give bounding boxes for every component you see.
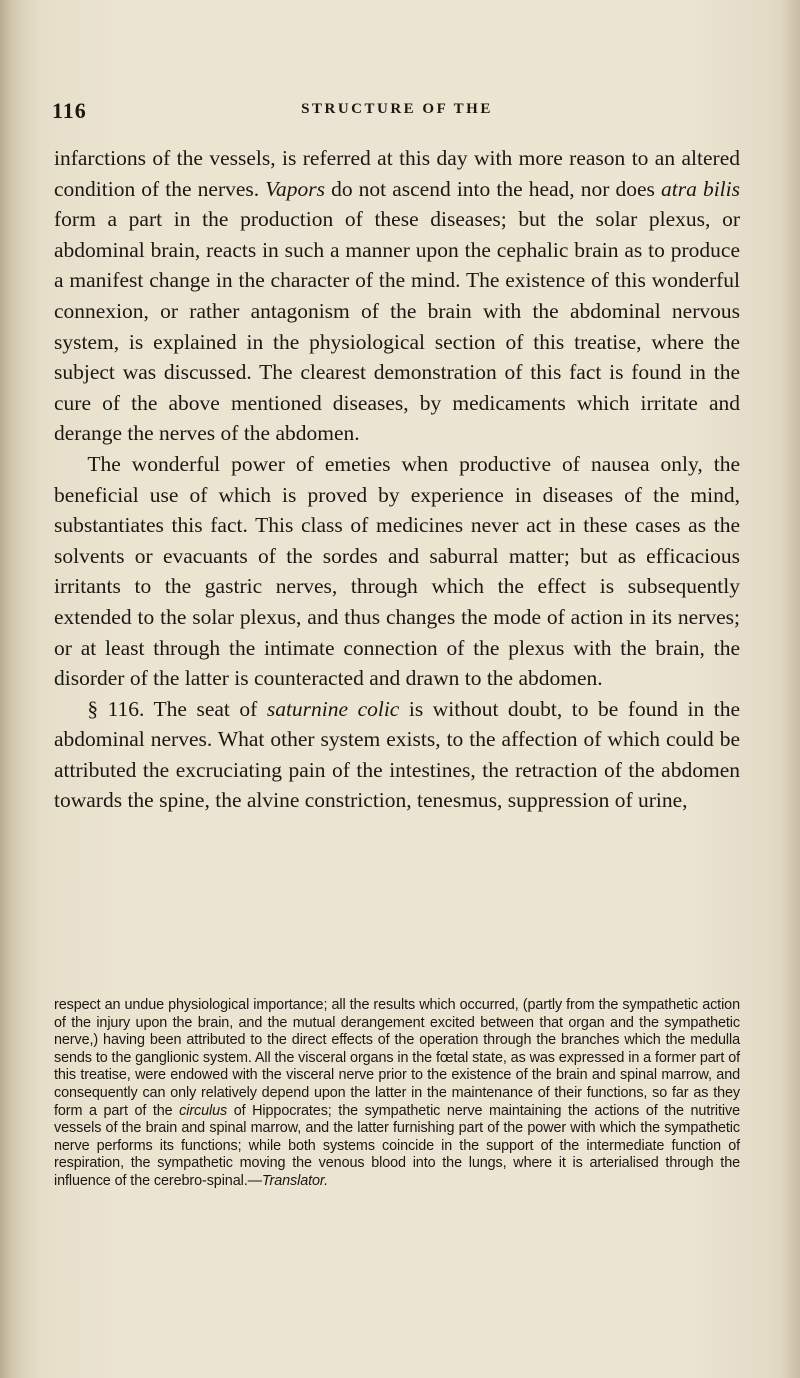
italic-term: Vapors [265, 176, 325, 201]
translator-credit: Translator. [261, 1172, 328, 1189]
italic-term: circulus [179, 1102, 228, 1119]
page-number: 116 [52, 98, 87, 123]
running-head [52, 98, 742, 128]
italic-term: atra bilis [661, 176, 740, 201]
italic-term: saturnine colic [266, 696, 400, 721]
footnote [54, 997, 740, 1191]
page-edge-shadow [782, 0, 800, 1378]
running-head-title: STRUCTURE OF THE [301, 101, 493, 117]
body-text [54, 143, 740, 816]
footnote-text: respect an undue physiological importance; all the results which occurred, (partly from the sympathetic action of the injury upon the brain, and the mutual derangement excited between that organ and the sympathetic nerve,) having been attributed to the direct effects of the operation through the branches which the medulla sends to the ganglionic system. All the visceral organs in the fœtal state, as was expressed in a former part of this treatise, were endowed with the visceral nerve prior to the existence of the brain and spinal marrow, and consequently can only relatively depend upon the latter in the maintenance of their functions, so far as they form a part of the circulus of Hippocrates; the sympathetic nerve maintaining the actions of the nutritive vessels of the brain and spinal marrow, and the latter furnishing part of the power with which the sympathetic nerve performs its functions; while both systems coincide in the support of the intermediate function of respiration, the sympathetic moving the venous blood into the lungs, where it is arterialised through the influence of the cerebro-spinal.—Translator. [54, 997, 741, 1189]
paragraph-1: infarctions of the vessels, is referred at this day with more reason to an altered condition of the nerves. Vapors do not ascend into the head, nor does atra bilis form a part in the production of these diseases; but the solar plexus, or abdominal brain, reacts in such a manner upon the cephalic brain as to produce a manifest change in the character of the mind. The existence of this wonderful connexion, or rather antagonism of the brain with the abdominal nervous system, is explained in the physiological section of this treatise, where the subject was discussed. The clearest demonstration of this fact is found in the cure of the above mentioned diseases, by medicaments which irritate and derange the nerves of the abdomen. [54, 146, 740, 446]
paragraph-3-section-116: § 116. The seat of saturnine colic is without doubt, to be found in the abdominal nerves. What other system exists, to the affection of which could be attributed the excruciating pain of the intestines, the retraction of the abdomen towards the spine, the alvine constriction, tenesmus, suppression of urine, [54, 696, 740, 813]
page-gutter-shadow [0, 0, 22, 1378]
paragraph-2: The wonderful power of emeties when productive of nausea only, the beneficial use of which is proved by experience in diseases of the mind, substantiates this fact. This class of medicines never act in these cases as the solvents or evacuants of the sordes and saburral matter; but as efficacious irritants to the gastric nerves, through which the effect is subsequently extended to the solar plexus, and thus changes the mode of action in its nerves; or at least through the intimate connection of the plexus with the brain, the disorder of the latter is counteracted and drawn to the abdomen. [54, 451, 740, 691]
